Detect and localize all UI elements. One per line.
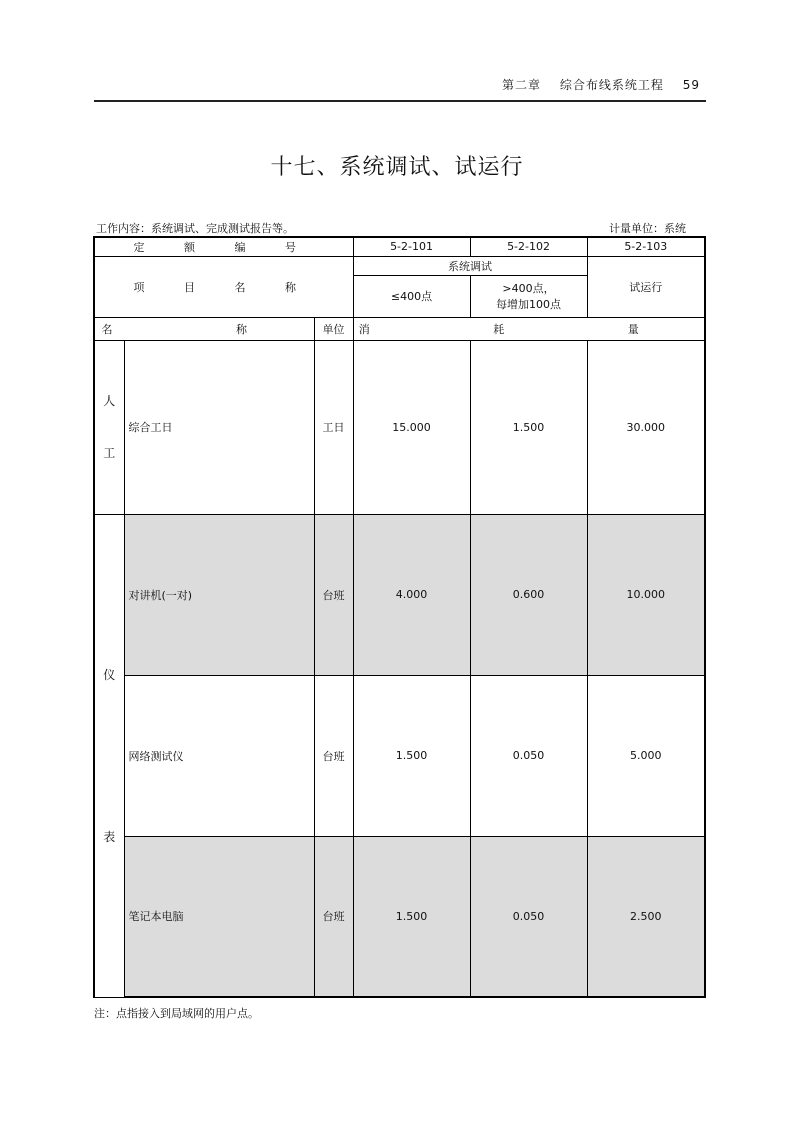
row-name: 综合工日 [124, 340, 314, 514]
col-unit-header: 单位 [314, 317, 353, 340]
table-row [94, 836, 705, 997]
page-number: 59 [682, 78, 700, 92]
work-content: 工作内容：系统调试、完成测试报告等。 [96, 222, 294, 235]
category-instrument: 仪 表 [94, 514, 124, 997]
page-header [94, 74, 706, 102]
chapter-label: 第二章 [502, 78, 542, 92]
code-3: 5-2-103 [587, 237, 705, 256]
code-1: 5-2-101 [353, 237, 470, 256]
row-value-2: 0.050 [470, 836, 587, 997]
row-unit: 台班 [314, 514, 353, 675]
footnote: 注：点指接入到局域网的用户点。 [94, 1007, 259, 1020]
category-labor: 人 工 [94, 340, 124, 514]
row-value-3: 10.000 [587, 514, 705, 675]
row-value-1: 4.000 [353, 514, 470, 675]
sub-header-1: ≤400点 [353, 275, 470, 317]
item-name-label: 项 目 名 称 [94, 256, 353, 317]
row-value-3: 5.000 [587, 675, 705, 836]
row-value-1: 15.000 [353, 340, 470, 514]
group-label: 系统调试 [353, 256, 587, 275]
row-value-2: 0.050 [470, 675, 587, 836]
row-value-3: 2.500 [587, 836, 705, 997]
quota-label: 定 额 编 号 [94, 237, 353, 256]
row-value-2: 0.600 [470, 514, 587, 675]
item-header-row-1 [94, 256, 705, 275]
sub-header-3: 试运行 [587, 256, 705, 317]
page-title: 十七、系统调试、试运行 [270, 155, 524, 180]
row-name: 网络测试仪 [124, 675, 314, 836]
unit-label: 计量单位：系统 [609, 222, 686, 235]
row-name: 笔记本电脑 [124, 836, 314, 997]
row-value-3: 30.000 [587, 340, 705, 514]
col-consumption-header: 消 耗 量 [353, 317, 705, 340]
section-label: 综合布线系统工程 [559, 78, 664, 92]
row-unit: 台班 [314, 675, 353, 836]
quota-code-row [94, 237, 705, 256]
table-row [94, 675, 705, 836]
quota-table [93, 236, 706, 998]
row-value-2: 1.500 [470, 340, 587, 514]
code-2: 5-2-102 [470, 237, 587, 256]
column-header-row [94, 317, 705, 340]
row-unit: 台班 [314, 836, 353, 997]
col-name-header: 名 称 [94, 317, 314, 340]
row-name: 对讲机(一对) [124, 514, 314, 675]
table-row [94, 340, 705, 514]
row-value-1: 1.500 [353, 836, 470, 997]
row-value-1: 1.500 [353, 675, 470, 836]
table-row [94, 514, 705, 675]
sub-header-2: >400点， 每增加100点 [470, 275, 587, 317]
row-unit: 工日 [314, 340, 353, 514]
